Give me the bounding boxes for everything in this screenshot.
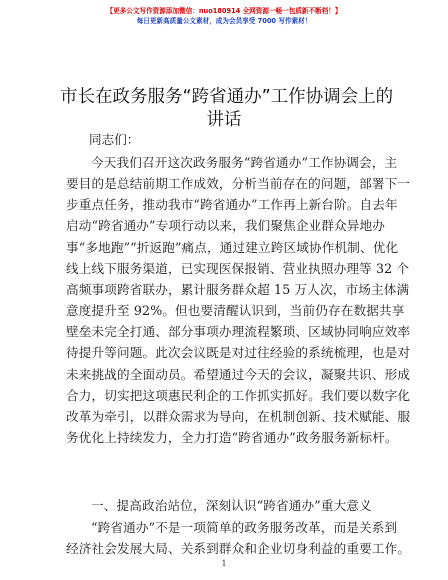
salutation: 同志们：: [89, 132, 140, 147]
paragraph-line: 合力，切实把这项惠民利企的工作抓实抓好。我们要以数字化: [66, 387, 411, 403]
paragraph-line: 线上线下服务渠道，已实现医保报销、营业执照办理等 32 个: [66, 260, 410, 276]
paragraph-line: 改革为牵引，以群众需求为导向，在机制创新、技术赋能、服: [66, 408, 411, 424]
paragraph-line: 意度提升至 92%。但也要清醒认识到，当前仍存在数据共享: [66, 303, 405, 319]
paragraph-line: 壁垒未完全打通、部分事项办理流程繁琐、区域协同响应效率: [66, 324, 411, 340]
paragraph-line: “跨省通办”不是一项简单的政务服务改革，而是关系到: [91, 520, 398, 535]
body-paragraph-section-1: [66, 517, 411, 560]
promo-banner: [0, 6, 448, 26]
promo-banner-line-2: 每日更新高质量公文素材，成为会员享受 7000 写作素材！: [136, 17, 312, 25]
paragraph-line: 要目的是总结前期工作成效，分析当前存在的问题，部署下一: [66, 176, 411, 192]
section-heading: 一、提高政治站位，深刻认识“跨省通办”重大意义: [91, 498, 372, 513]
document-title-line-2: 讲话: [206, 110, 242, 130]
document-title-line-1: 市长在政务服务“跨省通办”工作协调会上的: [60, 87, 394, 107]
paragraph-line: 步重点任务，推动我市“跨省通办”工作再上新台阶。自去年: [66, 197, 398, 213]
paragraph-line: 高频事项跨省联办，累计服务群众超 15 万人次，市场主体满: [66, 281, 410, 297]
body-paragraph-intro: [66, 152, 411, 497]
page-number: 1: [221, 559, 227, 568]
paragraph-line: 务优化上持续发力，全力打造“跨省通办”政务服务新标杆。: [66, 430, 398, 446]
document-title: [60, 86, 394, 132]
paragraph-line: 待提升等问题。此次会议既是对过往经验的系统梳理，也是对: [66, 345, 411, 361]
promo-banner-line-1: 【更多公文写作资源添加微信：nuo180914 全网资源一畅一包质新不断档！】: [106, 7, 342, 15]
paragraph-line: 未来挑战的全面动员。希望通过今天的会议，凝聚共识、形成: [66, 366, 411, 382]
paragraph-line: 经济社会发展大局、关系到群众和企业切身利益的重要工作。: [66, 541, 411, 557]
paragraph-line: 启动“跨省通办”专项行动以来，我们聚焦企业群众异地办: [66, 218, 386, 234]
paragraph-line: 今天我们召开这次政务服务“跨省通办”工作协调会，主: [91, 155, 398, 170]
paragraph-line: 事“多地跑”“折返跑”痛点，通过建立跨区域协作机制、优化: [66, 239, 399, 255]
